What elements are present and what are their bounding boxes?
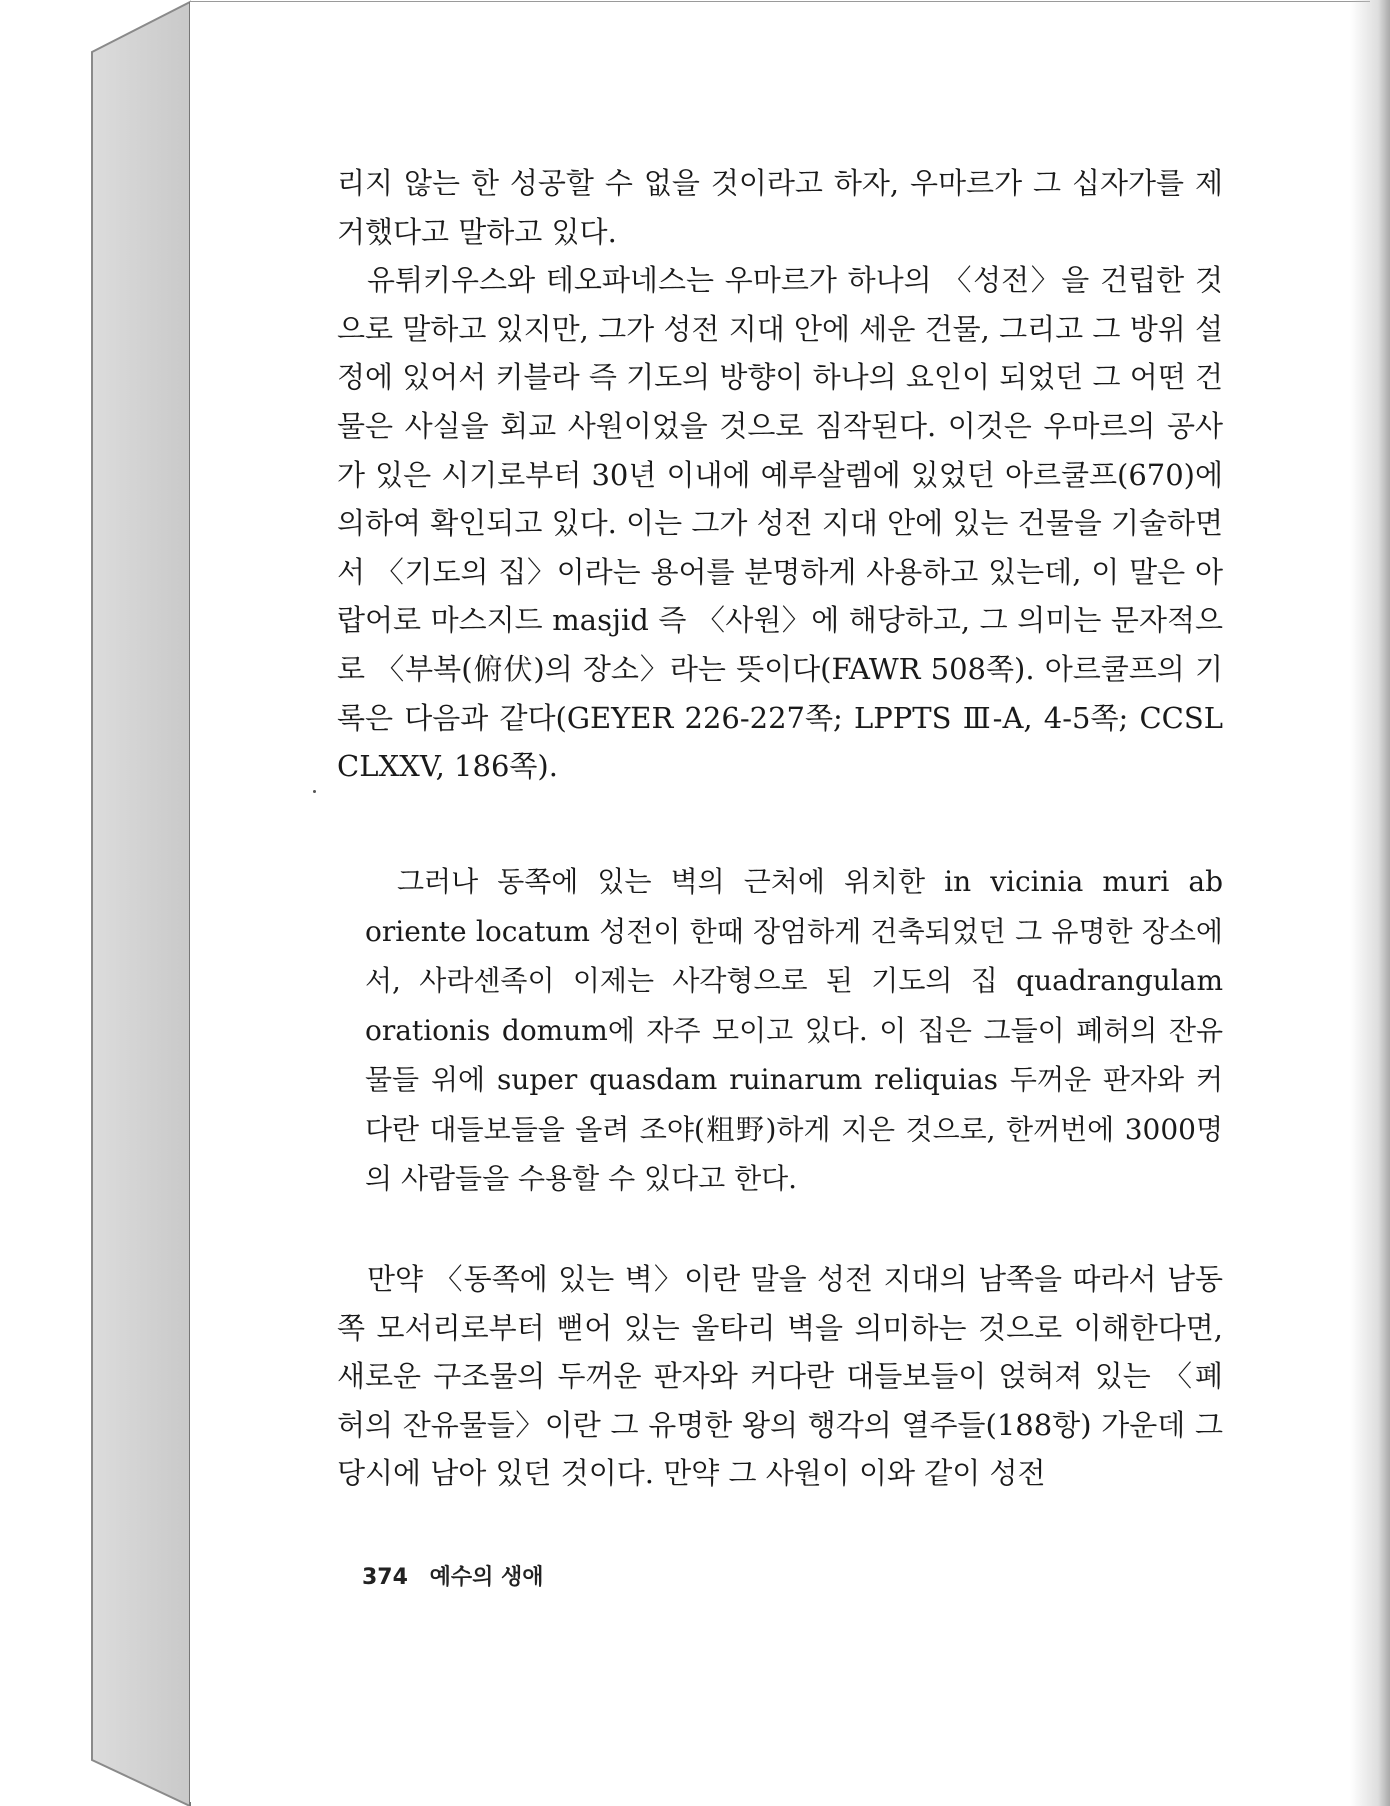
paragraph-3: 만약 〈동쪽에 있는 벽〉이란 말을 성전 지대의 남쪽을 따라서 남동쪽 모서리로부터 뻗어 있는 울타리 벽을 의미하는 것으로 이해한다면, 새로운 구조물의 두꺼운 판자와 커다란 대들보들이 얹혀져 있는 〈폐허의 잔유물들〉이란 그 유명한 왕의 행각의 열주들(188항) 가운데 그 당시에 남아 있던 것이다. 만약 그 사원이 이와 같이 성전 xyxy=(337,1262,1223,1491)
page-edge-shadow xyxy=(1350,0,1390,1806)
body-paragraph-bottom xyxy=(337,1255,1223,1498)
running-title: 예수의 생애 xyxy=(429,1565,544,1590)
body-paragraphs-top xyxy=(337,159,1223,791)
page-number: 374 xyxy=(362,1565,408,1590)
block-quote xyxy=(365,857,1223,1204)
paragraph-1: 리지 않는 한 성공할 수 없을 것이라고 하자, 우마르가 그 십자가를 제거했다고 말하고 있다. xyxy=(337,166,1223,249)
quote-paragraph: 그러나 동쪽에 있는 벽의 근처에 위치한 in vicinia muri ab oriente locatum 성전이 한때 장엄하게 건축되었던 그 유명한 장소에서, 사라센족이 이제는 사각형으로 된 기도의 집 quadrangulam orationis domum에 자주 모이고 있다. 이 집은 그들이 폐허의 잔유물들 위에 super quasdam ruinarum reliquias 두꺼운 판자와 커다란 대들보들을 올려 조야(粗野)하게 지은 것으로, 한꺼번에 3000명의 사람들을 수용할 수 있다고 한다. xyxy=(365,865,1223,1195)
paragraph-2: 유튀키우스와 테오파네스는 우마르가 하나의 〈성전〉을 건립한 것으로 말하고 있지만, 그가 성전 지대 안에 세운 건물, 그리고 그 방위 설정에 있어서 키블라 즉 기도의 방향이 하나의 요인이 되었던 그 어떤 건물은 사실을 회교 사원이었을 것으로 짐작된다. 이것은 우마르의 공사가 있은 시기로부터 30년 이내에 예루살렘에 있었던 아르쿨프(670)에 의하여 확인되고 있다. 이는 그가 성전 지대 안에 있는 건물을 기술하면서 〈기도의 집〉이라는 용어를 분명하게 사용하고 있는데, 이 말은 아랍어로 마스지드 masjid 즉 〈사원〉에 해당하고, 그 의미는 문자적으로 〈부복(俯伏)의 장소〉라는 뜻이다(FAWR 508쪽). 아르쿨프의 기록은 다음과 같다(GEYER 226-227쪽; LPPTS Ⅲ-A, 4-5쪽; CCSL CLXXV, 186쪽). xyxy=(337,263,1223,784)
stray-mark xyxy=(313,790,316,793)
page-footer xyxy=(362,1560,544,1591)
